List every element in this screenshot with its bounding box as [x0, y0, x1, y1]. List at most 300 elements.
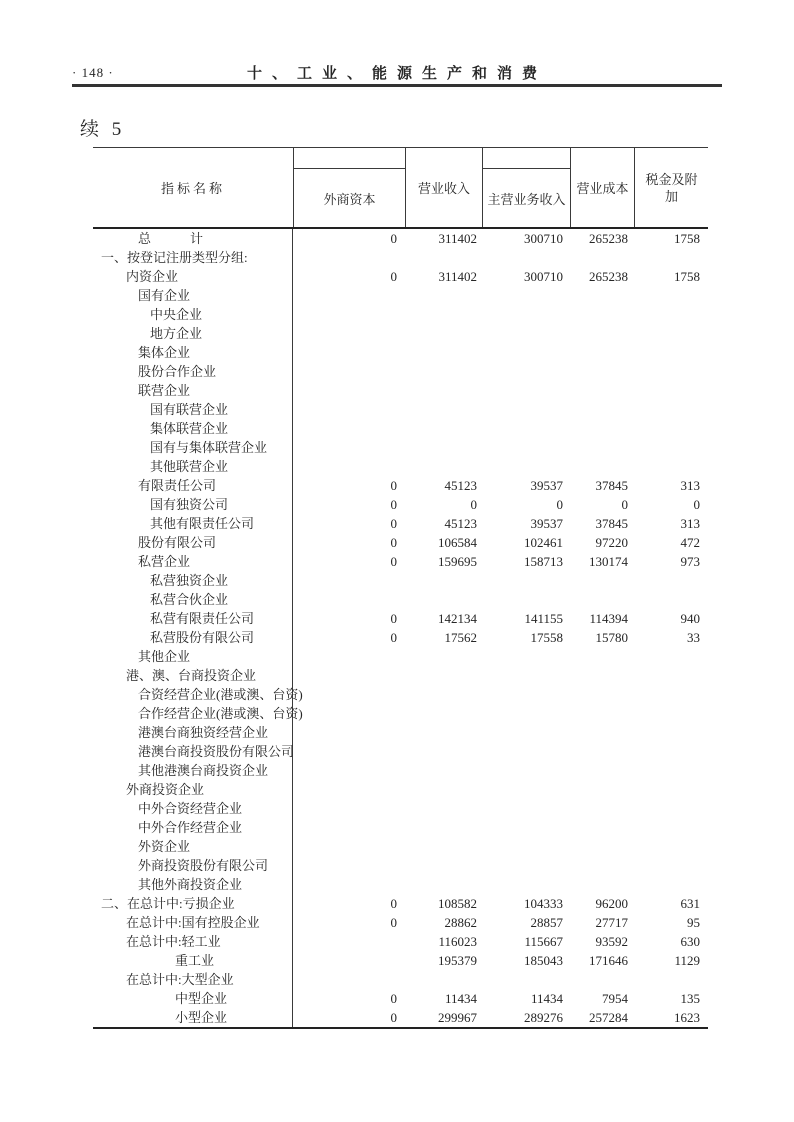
table-row — [93, 457, 708, 476]
cell-value — [634, 286, 708, 305]
table-row — [93, 552, 708, 571]
cell-value — [634, 799, 708, 818]
cell-value — [482, 799, 570, 818]
cell-value — [482, 666, 570, 685]
cell-value: 39537 — [530, 478, 563, 493]
cell-value — [405, 571, 482, 590]
table-row — [93, 419, 708, 438]
row-label: 私营股份有限公司 — [93, 628, 293, 647]
table-row — [93, 932, 708, 951]
table-row — [93, 267, 708, 286]
row-label: 港澳台商投资股份有限公司 — [93, 742, 293, 761]
cell-value — [482, 590, 570, 609]
cell-value: 0 — [621, 497, 628, 512]
cell-value — [570, 248, 634, 267]
row-label: 联营企业 — [93, 381, 293, 400]
cell-value: 171646 — [589, 953, 628, 968]
table-row — [93, 723, 708, 742]
row-label: 国有与集体联营企业 — [93, 438, 293, 457]
cell-value — [405, 837, 482, 856]
cell-value — [570, 419, 634, 438]
cell-value — [482, 875, 570, 894]
column-header-label-line1: 税金及附 — [645, 171, 698, 187]
cell-value: 940 — [680, 611, 700, 626]
table-row — [93, 514, 708, 533]
header-stub-cell — [483, 148, 570, 169]
cell-value — [482, 685, 570, 704]
row-label: 集体企业 — [93, 343, 293, 362]
cell-value: 7954 — [602, 991, 628, 1006]
cell-value — [482, 571, 570, 590]
cell-value — [405, 400, 482, 419]
header-rule — [72, 84, 722, 87]
cell-value: 0 — [390, 896, 397, 911]
row-label: 私营有限责任公司 — [93, 609, 293, 628]
cell-value: 1758 — [674, 231, 700, 246]
cell-value — [405, 799, 482, 818]
column-header-operating-cost — [570, 148, 634, 227]
cell-value — [405, 856, 482, 875]
cell-value: 185043 — [524, 953, 563, 968]
cell-value: 141155 — [524, 611, 563, 626]
row-label: 有限责任公司 — [93, 476, 293, 495]
table-body — [93, 229, 708, 1029]
cell-value — [634, 362, 708, 381]
row-label: 内资企业 — [93, 267, 293, 286]
cell-value — [570, 685, 634, 704]
row-label: 港、澳、台商投资企业 — [93, 666, 293, 685]
cell-value: 0 — [390, 497, 397, 512]
cell-value — [405, 780, 482, 799]
row-label: 股份合作企业 — [93, 362, 293, 381]
cell-value — [570, 381, 634, 400]
table-row — [93, 761, 708, 780]
cell-value: 0 — [390, 554, 397, 569]
cell-value — [482, 419, 570, 438]
row-label: 总 计 — [93, 229, 293, 248]
cell-value — [405, 875, 482, 894]
column-header-label-line2: 加 — [664, 188, 678, 204]
row-label: 其他有限责任公司 — [93, 514, 293, 533]
table-row — [93, 476, 708, 495]
cell-value — [405, 419, 482, 438]
cell-value — [405, 324, 482, 343]
cell-value — [405, 457, 482, 476]
cell-value — [293, 837, 405, 856]
chapter-title: 十、工业、能源生产和消费 — [246, 66, 547, 82]
cell-value — [570, 818, 634, 837]
table-row — [93, 286, 708, 305]
cell-value: 300710 — [524, 231, 563, 246]
cell-value — [482, 780, 570, 799]
row-label: 其他外商投资企业 — [93, 875, 293, 894]
row-label: 私营企业 — [93, 552, 293, 571]
cell-value — [634, 571, 708, 590]
cell-value — [405, 590, 482, 609]
cell-value — [570, 590, 634, 609]
cell-value: 313 — [680, 516, 700, 531]
cell-value: 130174 — [589, 554, 628, 569]
row-label: 其他联营企业 — [93, 457, 293, 476]
table-row — [93, 989, 708, 1008]
cell-value — [570, 457, 634, 476]
cell-value — [634, 704, 708, 723]
cell-value — [405, 343, 482, 362]
table-row — [93, 818, 708, 837]
table-title: 续 5 — [80, 119, 126, 140]
row-label: 一、按登记注册类型分组: — [93, 248, 293, 267]
cell-value — [482, 305, 570, 324]
cell-value: 33 — [687, 630, 700, 645]
cell-value: 0 — [390, 630, 397, 645]
cell-value — [405, 970, 482, 989]
cell-value — [570, 856, 634, 875]
cell-value — [293, 856, 405, 875]
cell-value: 28862 — [444, 915, 477, 930]
cell-value — [634, 666, 708, 685]
cell-value — [634, 343, 708, 362]
cell-value: 115667 — [524, 934, 563, 949]
cell-value — [405, 685, 482, 704]
row-label: 在总计中:轻工业 — [93, 932, 293, 951]
cell-value: 300710 — [524, 269, 563, 284]
cell-value — [634, 324, 708, 343]
table-row — [93, 343, 708, 362]
table-row — [93, 362, 708, 381]
cell-value — [570, 970, 634, 989]
page-header — [72, 62, 722, 82]
table-row — [93, 894, 708, 913]
row-label: 国有联营企业 — [93, 400, 293, 419]
cell-value — [482, 286, 570, 305]
cell-value — [634, 248, 708, 267]
cell-value: 1758 — [674, 269, 700, 284]
table-row — [93, 381, 708, 400]
table-row — [93, 1008, 708, 1027]
cell-value — [634, 400, 708, 419]
cell-value — [405, 248, 482, 267]
cell-value: 45123 — [444, 516, 477, 531]
cell-value — [405, 723, 482, 742]
table-row — [93, 799, 708, 818]
column-header-taxes-surcharges — [634, 148, 708, 227]
cell-value — [570, 761, 634, 780]
cell-value: 108582 — [438, 896, 477, 911]
cell-value — [570, 742, 634, 761]
row-label: 中央企业 — [93, 305, 293, 324]
table-row — [93, 590, 708, 609]
row-label: 在总计中:国有控股企业 — [93, 913, 293, 932]
cell-value: 95 — [687, 915, 700, 930]
cell-value — [482, 818, 570, 837]
cell-value — [570, 343, 634, 362]
cell-value — [482, 248, 570, 267]
column-header-label — [635, 148, 708, 227]
column-header-label: 主营业务收入 — [487, 191, 566, 207]
cell-value — [634, 856, 708, 875]
row-label: 中外合资经营企业 — [93, 799, 293, 818]
row-label: 外商投资企业 — [93, 780, 293, 799]
cell-value: 45123 — [444, 478, 477, 493]
table-row — [93, 248, 708, 267]
cell-value — [570, 438, 634, 457]
cell-value: 0 — [390, 915, 397, 930]
table-row — [93, 856, 708, 875]
table-row — [93, 837, 708, 856]
row-label: 其他港澳台商投资企业 — [93, 761, 293, 780]
row-label: 中外合作经营企业 — [93, 818, 293, 837]
cell-value — [293, 400, 405, 419]
cell-value: 265238 — [589, 269, 628, 284]
row-label: 其他企业 — [93, 647, 293, 666]
cell-value — [405, 647, 482, 666]
table-row — [93, 628, 708, 647]
cell-value — [634, 837, 708, 856]
cell-value — [405, 286, 482, 305]
table-row — [93, 400, 708, 419]
cell-value: 0 — [390, 991, 397, 1006]
column-header-label: 外商资本 — [323, 191, 376, 207]
column-header-main-business-revenue — [482, 148, 570, 227]
cell-value — [405, 381, 482, 400]
cell-value — [405, 666, 482, 685]
cell-value — [482, 381, 570, 400]
cell-value — [634, 590, 708, 609]
cell-value: 0 — [390, 478, 397, 493]
cell-value — [634, 647, 708, 666]
table-row — [93, 666, 708, 685]
cell-value: 631 — [680, 896, 700, 911]
cell-value: 116023 — [438, 934, 477, 949]
cell-value — [293, 324, 405, 343]
cell-value — [293, 951, 405, 970]
cell-value: 0 — [470, 497, 477, 512]
cell-value: 289276 — [524, 1010, 563, 1025]
cell-value: 0 — [390, 516, 397, 531]
cell-value — [634, 305, 708, 324]
cell-value: 93592 — [595, 934, 628, 949]
cell-value — [482, 362, 570, 381]
cell-value — [634, 457, 708, 476]
cell-value — [482, 400, 570, 419]
cell-value: 114394 — [589, 611, 628, 626]
column-header-foreign-capital — [293, 148, 405, 227]
cell-value: 135 — [680, 991, 700, 1006]
row-label: 中型企业 — [93, 989, 293, 1008]
cell-value: 159695 — [438, 554, 477, 569]
cell-value — [570, 400, 634, 419]
cell-value — [570, 647, 634, 666]
cell-value — [570, 571, 634, 590]
page-number: · 148 · — [72, 65, 114, 80]
cell-value: 472 — [680, 535, 700, 550]
cell-value — [482, 647, 570, 666]
row-label: 合作经营企业(港或澳、台资) — [93, 704, 293, 723]
cell-value: 15780 — [595, 630, 628, 645]
cell-value — [634, 761, 708, 780]
cell-value — [634, 742, 708, 761]
cell-value: 11434 — [530, 991, 563, 1006]
cell-value — [634, 970, 708, 989]
table-row — [93, 875, 708, 894]
table-row — [93, 229, 708, 248]
row-label: 外商投资股份有限公司 — [93, 856, 293, 875]
cell-value — [570, 799, 634, 818]
cell-value — [293, 723, 405, 742]
cell-value — [293, 685, 405, 704]
cell-value: 17558 — [530, 630, 563, 645]
cell-value: 299967 — [438, 1010, 477, 1025]
cell-value — [405, 761, 482, 780]
row-label: 在总计中:大型企业 — [93, 970, 293, 989]
cell-value — [634, 685, 708, 704]
table-row — [93, 647, 708, 666]
cell-value — [293, 647, 405, 666]
cell-value — [570, 362, 634, 381]
cell-value — [634, 875, 708, 894]
statistics-table — [93, 147, 708, 1029]
cell-value — [293, 875, 405, 894]
cell-value — [293, 780, 405, 799]
cell-value: 0 — [390, 269, 397, 284]
cell-value — [482, 761, 570, 780]
cell-value: 102461 — [524, 535, 563, 550]
table-row — [93, 571, 708, 590]
row-label: 二、在总计中:亏损企业 — [93, 894, 293, 913]
row-label: 集体联营企业 — [93, 419, 293, 438]
row-label: 股份有限公司 — [93, 533, 293, 552]
cell-value — [293, 438, 405, 457]
table-row — [93, 951, 708, 970]
cell-value — [293, 761, 405, 780]
cell-value: 28857 — [530, 915, 563, 930]
cell-value: 973 — [680, 554, 700, 569]
column-header-indicator: 指标名称 — [160, 181, 225, 196]
row-label: 地方企业 — [93, 324, 293, 343]
cell-value: 27717 — [595, 915, 628, 930]
table-row — [93, 913, 708, 932]
cell-value: 0 — [390, 231, 397, 246]
table-row — [93, 742, 708, 761]
cell-value: 1129 — [674, 953, 700, 968]
cell-value — [482, 856, 570, 875]
cell-value — [405, 704, 482, 723]
cell-value — [293, 571, 405, 590]
cell-value — [570, 723, 634, 742]
cell-value — [482, 438, 570, 457]
cell-value: 0 — [390, 535, 397, 550]
cell-value: 0 — [556, 497, 563, 512]
cell-value — [293, 970, 405, 989]
cell-value — [634, 419, 708, 438]
cell-value — [293, 704, 405, 723]
table-header-row — [93, 147, 708, 229]
table-row — [93, 609, 708, 628]
cell-value — [293, 381, 405, 400]
row-label: 私营合伙企业 — [93, 590, 293, 609]
cell-value — [293, 343, 405, 362]
cell-value — [634, 723, 708, 742]
cell-value: 37845 — [595, 478, 628, 493]
cell-value: 39537 — [530, 516, 563, 531]
row-label: 私营独资企业 — [93, 571, 293, 590]
column-header-operating-revenue — [405, 148, 482, 227]
row-label: 港澳台商独资经营企业 — [93, 723, 293, 742]
row-label: 国有企业 — [93, 286, 293, 305]
cell-value: 311402 — [438, 269, 477, 284]
table-row — [93, 780, 708, 799]
row-label: 小型企业 — [93, 1008, 293, 1027]
cell-value — [293, 799, 405, 818]
cell-value — [482, 723, 570, 742]
header-stub-cell — [294, 148, 405, 169]
cell-value: 37845 — [595, 516, 628, 531]
cell-value — [634, 818, 708, 837]
cell-value — [293, 666, 405, 685]
cell-value — [293, 362, 405, 381]
cell-value — [293, 305, 405, 324]
row-label: 国有独资公司 — [93, 495, 293, 514]
cell-value: 17562 — [444, 630, 477, 645]
cell-value — [405, 818, 482, 837]
cell-value — [405, 742, 482, 761]
cell-value — [634, 780, 708, 799]
cell-value — [405, 305, 482, 324]
cell-value — [482, 324, 570, 343]
table-row — [93, 438, 708, 457]
table-row — [93, 533, 708, 552]
cell-value — [293, 457, 405, 476]
table-row — [93, 704, 708, 723]
table-row — [93, 324, 708, 343]
cell-value — [482, 343, 570, 362]
cell-value: 257284 — [589, 1010, 628, 1025]
cell-value: 97220 — [595, 535, 628, 550]
cell-value: 630 — [680, 934, 700, 949]
cell-value: 106584 — [438, 535, 477, 550]
cell-value — [570, 666, 634, 685]
cell-value: 0 — [390, 1010, 397, 1025]
cell-value: 142134 — [438, 611, 477, 626]
cell-value: 11434 — [444, 991, 477, 1006]
cell-value — [570, 704, 634, 723]
cell-value — [570, 324, 634, 343]
cell-value: 311402 — [438, 231, 477, 246]
column-header-label: 营业收入 — [417, 181, 470, 196]
cell-value — [293, 818, 405, 837]
cell-value — [570, 875, 634, 894]
cell-value: 158713 — [524, 554, 563, 569]
cell-value — [482, 704, 570, 723]
table-row — [93, 970, 708, 989]
cell-value — [293, 248, 405, 267]
cell-value — [293, 932, 405, 951]
cell-value — [405, 438, 482, 457]
cell-value: 0 — [390, 611, 397, 626]
cell-value — [570, 780, 634, 799]
cell-value: 96200 — [595, 896, 628, 911]
cell-value: 0 — [693, 497, 700, 512]
cell-value — [405, 362, 482, 381]
cell-value — [293, 419, 405, 438]
cell-value — [482, 970, 570, 989]
table-row — [93, 495, 708, 514]
cell-value — [570, 837, 634, 856]
row-label: 外资企业 — [93, 837, 293, 856]
row-label: 合资经营企业(港或澳、台资) — [93, 685, 293, 704]
cell-value: 265238 — [589, 231, 628, 246]
row-label: 重工业 — [93, 951, 293, 970]
